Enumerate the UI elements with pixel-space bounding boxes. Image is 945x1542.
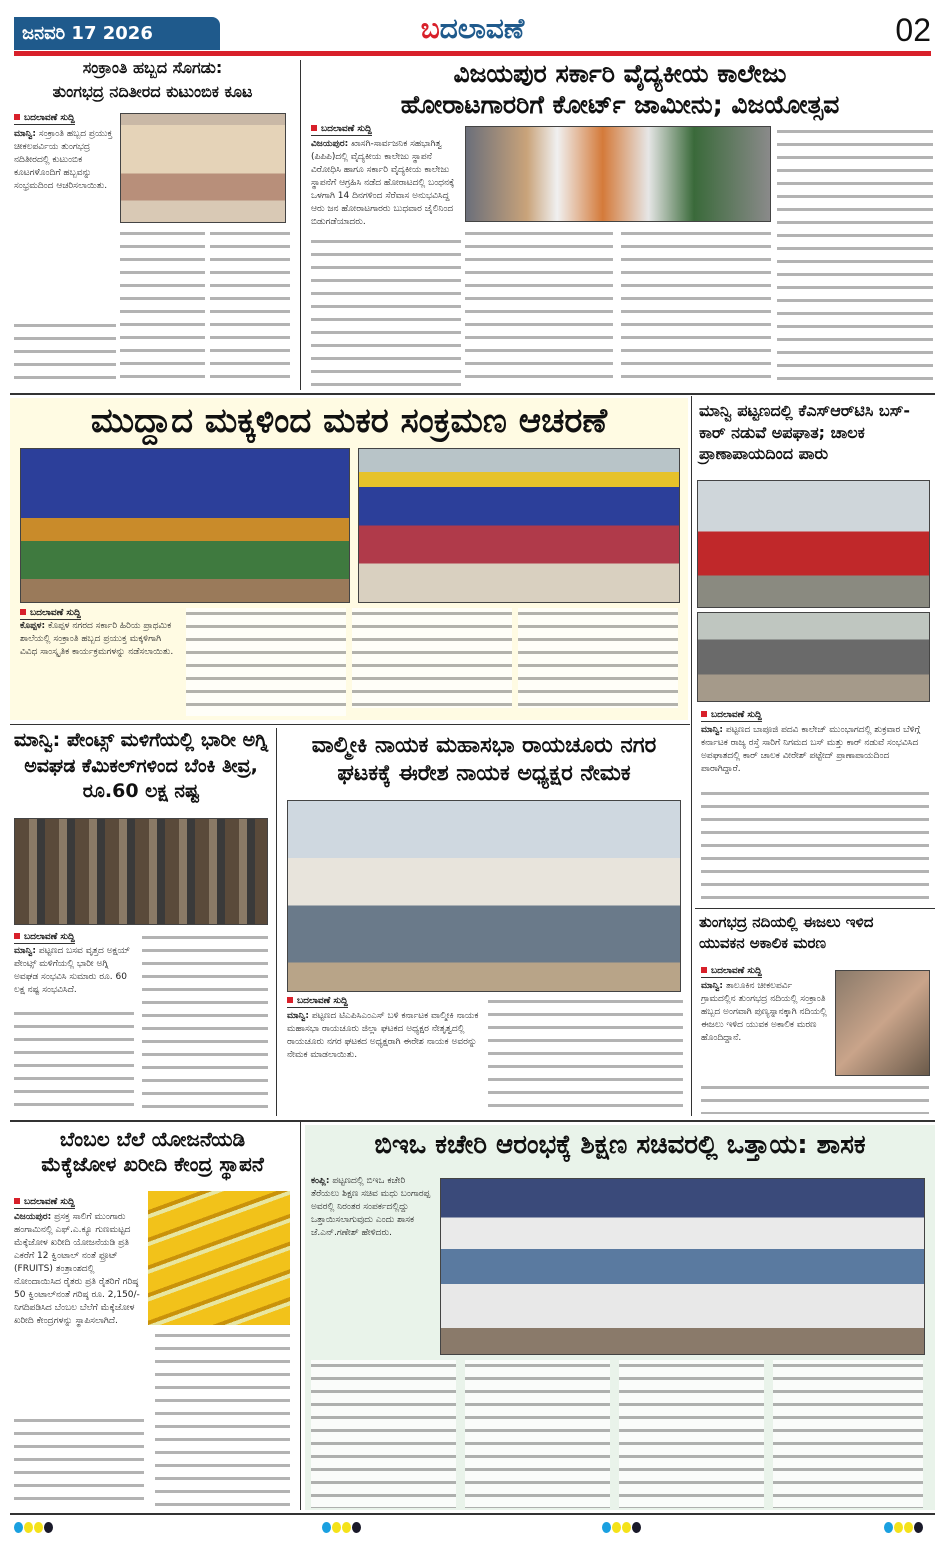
article-text <box>518 608 678 708</box>
article-maize <box>10 1125 295 1510</box>
article-text <box>311 1360 456 1508</box>
headline: ಸಂಕ್ರಾಂತಿ ಹಬ್ಬದ ಸೊಗಡು: <box>82 58 223 77</box>
masthead-first-letter: ಬ <box>420 12 440 45</box>
victim-photo <box>835 970 930 1076</box>
article-lead: ತಾಲೂಕಿನ ಚೀಕಲಪರ್ವಿ ಗ್ರಾಮದಲ್ಲಿನ ತುಂಗಭದ್ರ ನದಿಯಲ್ಲಿ ಸಂಕ್ರಾಂತಿ ಹಬ್ಬದ ಅಂಗವಾಗಿ ಪುಣ್ಯಸ್ನಾನಕ್ಕಾಗಿ ನದಿಯಲ್ಲಿ ಈಜಲು ಇಳಿದ ಯುವಕ ಅಕಾಲಿಕ ಮರಣ ಹೊಂದಿದ್ದಾನೆ. <box>701 981 827 1044</box>
masthead-rest: ದಲಾವಣೆ <box>439 12 525 45</box>
bus-accident-photo <box>697 480 930 608</box>
dateline: ಮಾನ್ವಿ: <box>287 1011 309 1021</box>
article-text <box>155 1330 290 1508</box>
headline: ಮಾನ್ವಿ: ಪೇಂಟ್ಸ್ ಮಳಿಗೆಯಲ್ಲಿ ಭಾರೀ ಅಗ್ನಿ ಅವಘಡ ಕೆಮಿಕಲ್‌ಗಳಿಂದ ಬೆಂಕಿ ತೀವ್ರ, ರೂ.60 ಲಕ್ಷ ನಷ್ಟ <box>13 729 269 803</box>
column-divider <box>300 60 301 390</box>
section-rule <box>695 908 935 909</box>
article-text <box>465 228 613 388</box>
byline: ಬದಲಾವಣೆ ಸುದ್ದಿ <box>14 1197 75 1209</box>
registration-marks <box>602 1518 642 1537</box>
article-text <box>777 126 933 388</box>
dateline: ವಿಜಯಪುರ: <box>311 139 349 149</box>
registration-marks <box>322 1518 362 1537</box>
article-sankranti <box>10 58 295 390</box>
headline: ಮೆಕ್ಕೆಜೋಳ ಖರೀದಿ ಕೇಂದ್ರ ಸ್ಥಾಪನೆ <box>41 1152 264 1176</box>
column-divider <box>276 728 277 1116</box>
article-ksrtc-accident <box>695 398 935 906</box>
headline: ಹೋರಾಟಗಾರರಿಗೆ ಕೋರ್ಟ್ ಜಾಮೀನು; ವಿಜಯೋತ್ಸವ <box>400 90 840 120</box>
article-text <box>488 996 683 1114</box>
issue-date: ಜನವರಿ 17 2026 <box>14 17 220 50</box>
burnt-shop-photo <box>14 818 268 925</box>
beach-family-photo <box>120 113 286 223</box>
dateline: ಕೊಪ್ಪಳ: <box>20 621 46 631</box>
headline: ಘಟಕಕ್ಕೆ ಈರೇಶ ನಾಯಕ ಅಧ್ಯಕ್ಷರ ನೇಮಕ <box>337 760 631 786</box>
column-divider <box>300 1122 301 1510</box>
children-sankranti-photo-1 <box>20 448 350 603</box>
article-drowning <box>695 912 935 1116</box>
dateline: ಕಂಪ್ಲಿ: <box>311 1176 330 1186</box>
article-text <box>621 228 771 388</box>
byline: ಬದಲಾವಣೆ ಸುದ್ದಿ <box>287 996 348 1008</box>
byline: ಬದಲಾವಣೆ ಸುದ್ದಿ <box>14 932 75 944</box>
headline: ತುಂಗಭದ್ರ ನದಿಯಲ್ಲಿ ಈಜಲು ಇಳಿದ <box>699 913 874 931</box>
registration-marks <box>14 1518 54 1537</box>
article-paint-fire <box>10 728 272 1116</box>
article-text <box>14 1415 144 1508</box>
headline: ಮುದ್ದಾದ ಮಕ್ಕಳಿಂದ ಮಕರ ಸಂಕ್ರಮಣ ಆಚರಣೆ <box>90 401 608 441</box>
article-lead: ಪಟ್ಟಣದ ಬಾಪೂಜಿ ಪದವಿ ಕಾಲೇಜ್ ಮುಂಭಾಗದಲ್ಲಿ ಶುಕ್ರವಾರ ಬೆಳಿಗ್ಗೆ ಕರ್ನಾಟಕ ರಾಜ್ಯ ರಸ್ತೆ ಸಾರಿಗೆ ನಿಗಮದ ಬಸ್ ಮತ್ತು ಕಾರ್ ನಡುವೆ ಸಂಭವಿಸಿದ ಅಪಘಾತದಲ್ಲಿ ಕಾರ್ ಚಾಲಕ ವೀರೇಶ್ ಪಟ್ಟೇದ್ ಪ್ರಾಣಾಪಾಯದಿಂದ ಪಾರಾಗಿದ್ದಾರೆ. <box>701 725 921 775</box>
article-text <box>14 320 116 388</box>
article-lead: ಪಟ್ಟಣದ ಟಿಎಪಿಸಿಎಂಎಸ್ ಬಳಿ ಕರ್ನಾಟಕ ವಾಲ್ಮೀಕಿ ನಾಯಕ ಮಹಾಸಭಾ ರಾಯಚೂರು ಜಿಲ್ಲಾ ಘಟಕದ ಅಧ್ಯಕ್ಷರ ನೇತೃತ್ವದಲ್ಲಿ ರಾಯಚೂರು ನಗರ ಘಟಕದ ಅಧ್ಯಕ್ಷರಾಗಿ ಈರೇಶ ನಾಯಕ ಅವರನ್ನು ನೇಮಕ ಮಾಡಲಾಯಿತು. <box>287 1011 479 1061</box>
headline: ವಿಜಯಪುರ ಸರ್ಕಾರಿ ವೈದ್ಯಕೀಯ ಕಾಲೇಜು <box>453 59 787 88</box>
article-text <box>701 788 929 900</box>
article-beo-office <box>305 1125 935 1510</box>
headline: ಬೆಂಬಲ ಬೆಲೆ ಯೋಜನೆಯಡಿ <box>59 1127 246 1151</box>
headline: ತುಂಗಭದ್ರ ನದಿತೀರದ ಕುಟುಂಬಿಕ ಕೂಟ <box>52 82 253 101</box>
article-text <box>773 1360 923 1508</box>
byline: ಬದಲಾವಣೆ ಸುದ್ದಿ <box>311 124 372 136</box>
maize-cob-photo <box>148 1191 290 1325</box>
byline: ಬದಲಾವಣೆ ಸುದ್ದಿ <box>20 608 81 620</box>
footer-rule <box>10 1513 935 1515</box>
dateline: ಮಾನ್ವಿ: <box>701 981 723 991</box>
article-lead: ಪ್ರಸಕ್ತ ಸಾಲಿಗೆ ಮುಂಗಾರು ಹಂಗಾಮಿನಲ್ಲಿ ಎಫ್.ಎ.ಕ್ಯೂ ಗುಣಮಟ್ಟದ ಮೆಕ್ಕೆಜೋಳ ಖರೀದಿ ಯೋಜನೆಯಡಿ ಪ್ರತಿ ಎಕರೆಗೆ 12 ಕ್ವಿಂಟಾಲ್ ನಂತೆ ಫ್ರೂಟ್ (FRUITS) ತಂತ್ರಾಂಶದಲ್ಲಿ ನೋಂದಾಯಿಸಿದ ರೈತರು ಪ್ರತಿ ರೈತರಿಗೆ ಗರಿಷ್ಠ 50 ಕ್ವಿಂಟಾಲ್‌ನಂತೆ ಗರಿಷ್ಠ ರೂ. 2,150/- ನಿಗದಿಪಡಿಸಿದ ಬೆಂಬಲ ಬೆಲೆಗೆ ಮೆಕ್ಕೆಜೋಳ ಖರೀದಿ ಕೇಂದ್ರಗಳನ್ನು ಸ್ಥಾಪಿಸಲಾಗಿದೆ. <box>14 1212 140 1327</box>
column-divider <box>691 396 692 1116</box>
registration-marks <box>884 1518 924 1537</box>
byline: ಬದಲಾವಣೆ ಸುದ್ದಿ <box>701 710 762 722</box>
dateline: ಮಾನ್ವಿ: <box>701 725 723 735</box>
article-text <box>701 1082 929 1114</box>
article-text <box>14 1008 134 1114</box>
lamp-lighting-photo <box>440 1178 925 1355</box>
masthead-logo <box>330 12 615 46</box>
article-text <box>142 932 268 1114</box>
header-rule <box>14 51 931 56</box>
article-text <box>120 228 205 388</box>
page-number: 02 <box>895 12 931 48</box>
article-makara <box>10 398 688 720</box>
article-text <box>619 1360 764 1508</box>
headline: ಮಾನ್ವಿ ಪಟ್ಟಣದಲ್ಲಿ ಕೆಎಸ್ಆರ್‌ಟಿಸಿ ಬಸ್-ಕಾರ್ ನಡುವೆ ಅಪಘಾತ; ಚಾಲಕ ಪ್ರಾಣಾಪಾಯದಿಂದ ಪಾರು <box>699 401 911 464</box>
appointment-group-photo <box>287 800 681 992</box>
article-text <box>311 236 461 388</box>
children-sankranti-photo-2 <box>358 448 680 603</box>
headline: ವಾಲ್ಮೀಕಿ ನಾಯಕ ಮಹಾಸಭಾ ರಾಯಚೂರು ನಗರ <box>311 733 657 758</box>
article-valmiki <box>280 728 688 1116</box>
headline: ಬಿಇಒ ಕಚೇರಿ ಆರಂಭಕ್ಕೆ ಶಿಕ್ಷಣ ಸಚಿವರಲ್ಲಿ ಒತ್ತಾಯ: ಶಾಸಕ <box>374 1130 866 1160</box>
section-rule <box>10 724 690 725</box>
article-lead: ಖಾಸಗಿ-ಸಾರ್ವಜನಿಕ ಸಹಭಾಗಿತ್ವ (ಪಿಪಿಪಿ)ದಲ್ಲಿ ವೈದ್ಯಕೀಯ ಕಾಲೇಜು ಸ್ಥಾಪನೆ ವಿರೋಧಿಸಿ ಹಾಗೂ ಸರ್ಕಾರಿ ವೈದ್ಯಕೀಯ ಕಾಲೇಜು ಸ್ಥಾಪನೆಗೆ ಆಗ್ರಹಿಸಿ ನಡೆದ ಹೋರಾಟದಲ್ಲಿ ಬಂಧನಕ್ಕೆ ಒಳಗಾಗಿ 14 ದಿನಗಳಿಂದ ಸೆರೆವಾಸ ಅನುಭವಿಸಿದ್ದ ಆರು ಜನ ಹೋರಾಟಗಾರರು ಬುಧವಾರ ಜೈಲಿನಿಂದ ಬಿಡುಗಡೆಯಾದರು. <box>311 139 455 228</box>
article-text <box>186 608 346 716</box>
protesters-celebration-photo <box>465 126 771 222</box>
dateline: ವಿಜಯಪುರ: <box>14 1212 52 1222</box>
article-vijayapura <box>305 58 935 390</box>
headline: ಯುವಕನ ಅಕಾಲಿಕ ಮರಣ <box>699 934 827 952</box>
article-lead: ಸಂಕ್ರಾಂತಿ ಹಬ್ಬದ ಪ್ರಯುಕ್ತ ಚೀಕಲಪರ್ವಿಯ ತುಂಗಭದ್ರ ನದಿತೀರದಲ್ಲಿ ಕುಟುಂಬಿಕ ಕೂಟಗಳೊಂದಿಗೆ ಹಬ್ಬವನ್ನು ಸಂಭ್ರಮದಿಂದ ಆಚರಿಸಲಾಯಿತು. <box>14 129 113 192</box>
dateline: ಮಾನ್ವಿ: <box>14 946 36 956</box>
article-text <box>465 1360 610 1508</box>
dateline: ಮಾನ್ವಿ: <box>14 129 36 139</box>
article-lead: ಪಟ್ಟಣದಲ್ಲಿ ಬಿಇಒ ಕಚೇರಿ ತೆರೆಯಲು ಶಿಕ್ಷಣ ಸಚಿವ ಮಧು ಬಂಗಾರಪ್ಪ ಅವರಲ್ಲಿ ನಿರಂತರ ಸಂಪರ್ಕದಲ್ಲಿದ್ದು ಒತ್ತಾಯಿಸಲಾಗುವುದು ಎಂದು ಶಾಸಕ ಜೆ.ಎನ್.ಗಣೇಶ್ ಹೇಳಿದರು. <box>311 1176 431 1239</box>
article-text <box>210 228 290 388</box>
byline: ಬದಲಾವಣೆ ಸುದ್ದಿ <box>14 113 75 125</box>
article-lead: ಕೊಪ್ಪಳ ನಗರದ ಸರ್ಕಾರಿ ಹಿರಿಯ ಪ್ರಾಥಮಿಕ ಶಾಲೆಯಲ್ಲಿ ಸಂಕ್ರಾಂತಿ ಹಬ್ಬದ ಪ್ರಯುಕ್ತ ಮಕ್ಕಳಿಗಾಗಿ ವಿವಿಧ ಸಾಂಸ್ಕೃತಿಕ ಕಾರ್ಯಕ್ರಮಗಳನ್ನು ನಡೆಸಲಾಯಿತು. <box>20 621 174 658</box>
section-rule <box>10 393 935 395</box>
article-lead: ಪಟ್ಟಣದ ಬಸವ ವೃತ್ತದ ಅಕ್ಷಯ್ ಪೇಂಟ್ಸ್ ಮಳಿಗೆಯಲ್ಲಿ ಭಾರೀ ಅಗ್ನಿ ಅವಘಡ ಸಂಭವಿಸಿ ಸುಮಾರು ರೂ. 60 ಲಕ್ಷ ನಷ್ಟ ಸಂಭವಿಸಿದೆ. <box>14 946 131 996</box>
article-text <box>352 608 512 708</box>
section-rule <box>10 1120 935 1122</box>
damaged-car-photo <box>697 612 930 702</box>
byline: ಬದಲಾವಣೆ ಸುದ್ದಿ <box>701 966 762 978</box>
